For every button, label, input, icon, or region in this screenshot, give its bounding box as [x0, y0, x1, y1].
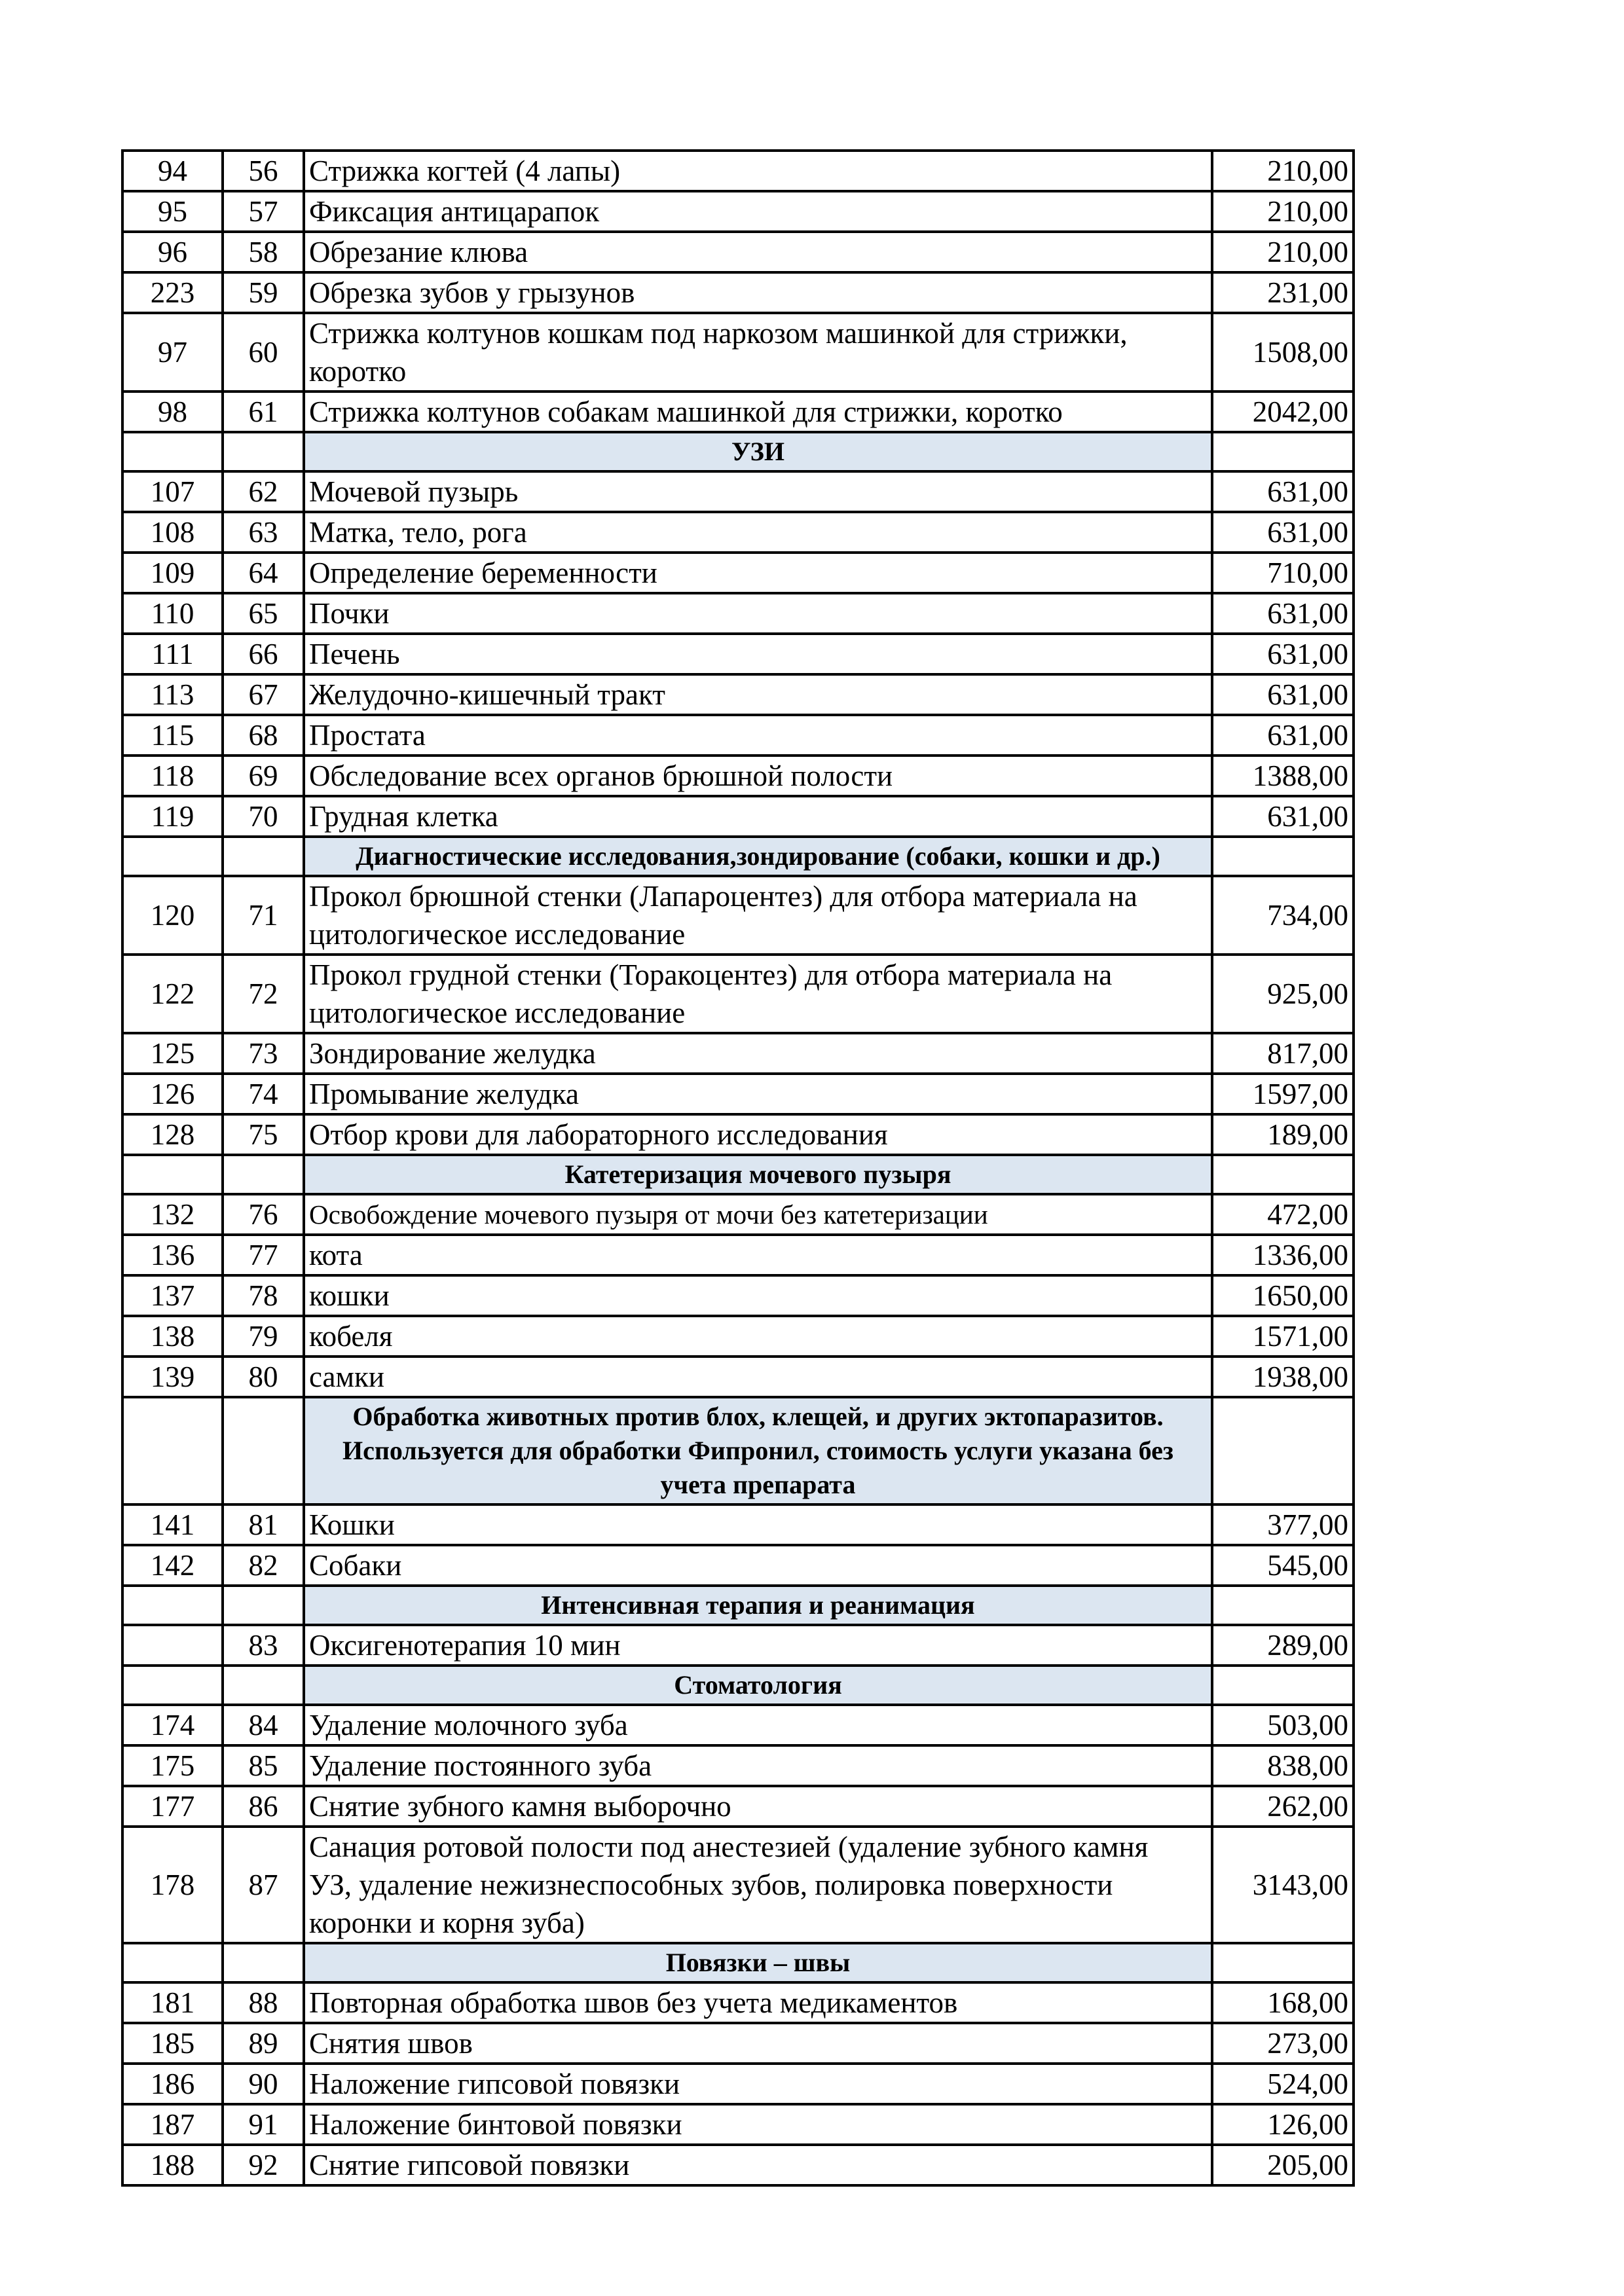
service-code: 97: [122, 313, 223, 392]
empty-cell: [223, 1397, 304, 1504]
empty-cell: [122, 1666, 223, 1705]
service-price: 210,00: [1212, 151, 1354, 191]
table-row: [122, 1745, 1354, 1786]
table-row: [122, 674, 1354, 715]
service-code: 128: [122, 1114, 223, 1155]
service-price: 2042,00: [1212, 392, 1354, 432]
service-name: Желудочно-кишечный тракт: [304, 674, 1212, 715]
service-price: 925,00: [1212, 955, 1354, 1033]
service-name: Освобождение мочевого пузыря от мочи без катетеризации: [304, 1194, 1212, 1235]
table-row: [122, 392, 1354, 432]
row-number: 73: [223, 1033, 304, 1074]
service-code: 174: [122, 1705, 223, 1745]
section-header-row: [122, 432, 1354, 471]
service-name: Зондирование желудка: [304, 1033, 1212, 1074]
service-name: Наложение бинтовой повязки: [304, 2104, 1212, 2145]
service-code: 126: [122, 1074, 223, 1114]
empty-cell: [122, 837, 223, 876]
service-price: 1571,00: [1212, 1316, 1354, 1357]
service-price: 545,00: [1212, 1545, 1354, 1586]
row-number: 66: [223, 634, 304, 674]
table-row: [122, 1074, 1354, 1114]
table-row: [122, 1545, 1354, 1586]
table-row: [122, 1827, 1354, 1943]
table-row: [122, 1033, 1354, 1074]
service-price: 189,00: [1212, 1114, 1354, 1155]
service-code: 98: [122, 392, 223, 432]
service-name: Обрезание клюва: [304, 232, 1212, 272]
service-name: Санация ротовой полости под анестезией (удаление зубного камня УЗ, удаление нежизнеспособных зубов, полировка поверхности коронки и корня зуба): [304, 1827, 1212, 1943]
service-name: Обследование всех органов брюшной полости: [304, 756, 1212, 796]
price-list-body: [122, 151, 1354, 2185]
row-number: 81: [223, 1504, 304, 1545]
service-price: 838,00: [1212, 1745, 1354, 1786]
section-header-row: [122, 1943, 1354, 1982]
service-name: кота: [304, 1235, 1212, 1275]
row-number: 68: [223, 715, 304, 756]
section-header-row: [122, 1155, 1354, 1194]
service-name: Отбор крови для лабораторного исследования: [304, 1114, 1212, 1155]
service-code: 175: [122, 1745, 223, 1786]
table-row: [122, 1235, 1354, 1275]
section-title: Стоматология: [304, 1666, 1212, 1705]
service-code: 111: [122, 634, 223, 674]
service-code: 96: [122, 232, 223, 272]
row-number: 75: [223, 1114, 304, 1155]
service-code: 178: [122, 1827, 223, 1943]
service-name: Снятия швов: [304, 2023, 1212, 2064]
service-name: Повторная обработка швов без учета медикаментов: [304, 1982, 1212, 2023]
table-row: [122, 796, 1354, 837]
service-price: 631,00: [1212, 471, 1354, 512]
row-number: 86: [223, 1786, 304, 1827]
service-name: Стрижка колтунов собакам машинкой для стрижки, коротко: [304, 392, 1212, 432]
service-code: 181: [122, 1982, 223, 2023]
service-price: 631,00: [1212, 796, 1354, 837]
section-title: УЗИ: [304, 432, 1212, 471]
service-code: 113: [122, 674, 223, 715]
table-row: [122, 634, 1354, 674]
row-number: 76: [223, 1194, 304, 1235]
table-row: [122, 955, 1354, 1033]
section-header-row: [122, 1397, 1354, 1504]
row-number: 69: [223, 756, 304, 796]
row-number: 59: [223, 272, 304, 313]
empty-cell: [122, 1155, 223, 1194]
service-code: [122, 1625, 223, 1666]
empty-cell: [223, 1943, 304, 1982]
service-name: Почки: [304, 593, 1212, 634]
service-code: 188: [122, 2145, 223, 2185]
service-code: 108: [122, 512, 223, 553]
table-row: [122, 272, 1354, 313]
row-number: 58: [223, 232, 304, 272]
service-price: 1650,00: [1212, 1275, 1354, 1316]
table-row: [122, 232, 1354, 272]
table-row: [122, 1275, 1354, 1316]
service-name: Обрезка зубов у грызунов: [304, 272, 1212, 313]
table-row: [122, 1786, 1354, 1827]
service-code: 187: [122, 2104, 223, 2145]
service-name: Прокол грудной стенки (Торакоцентез) для отбора материала на цитологическое исследование: [304, 955, 1212, 1033]
row-number: 87: [223, 1827, 304, 1943]
empty-cell: [223, 837, 304, 876]
empty-cell: [223, 1586, 304, 1625]
table-row: [122, 1357, 1354, 1397]
service-price: 503,00: [1212, 1705, 1354, 1745]
row-number: 72: [223, 955, 304, 1033]
service-price: 262,00: [1212, 1786, 1354, 1827]
service-name: Оксигенотерапия 10 мин: [304, 1625, 1212, 1666]
service-code: 137: [122, 1275, 223, 1316]
service-price: 1336,00: [1212, 1235, 1354, 1275]
empty-cell: [223, 432, 304, 471]
row-number: 77: [223, 1235, 304, 1275]
table-row: [122, 715, 1354, 756]
row-number: 56: [223, 151, 304, 191]
row-number: 78: [223, 1275, 304, 1316]
row-number: 61: [223, 392, 304, 432]
service-code: 223: [122, 272, 223, 313]
service-name: Промывание желудка: [304, 1074, 1212, 1114]
service-code: 125: [122, 1033, 223, 1074]
row-number: 85: [223, 1745, 304, 1786]
service-name: Печень: [304, 634, 1212, 674]
service-price: 631,00: [1212, 715, 1354, 756]
empty-cell: [122, 432, 223, 471]
price-list-table: [121, 149, 1355, 2187]
service-price: 710,00: [1212, 553, 1354, 593]
service-price: 631,00: [1212, 634, 1354, 674]
service-price: 524,00: [1212, 2064, 1354, 2104]
service-name: кобеля: [304, 1316, 1212, 1357]
table-row: [122, 151, 1354, 191]
service-price: 631,00: [1212, 593, 1354, 634]
empty-cell: [1212, 837, 1354, 876]
service-name: самки: [304, 1357, 1212, 1397]
service-name: Снятие зубного камня выборочно: [304, 1786, 1212, 1827]
service-name: Собаки: [304, 1545, 1212, 1586]
table-row: [122, 1114, 1354, 1155]
service-code: 186: [122, 2064, 223, 2104]
service-code: 119: [122, 796, 223, 837]
service-price: 3143,00: [1212, 1827, 1354, 1943]
service-price: 1508,00: [1212, 313, 1354, 392]
section-title: Катетеризация мочевого пузыря: [304, 1155, 1212, 1194]
service-name: Удаление молочного зуба: [304, 1705, 1212, 1745]
service-price: 377,00: [1212, 1504, 1354, 1545]
service-price: 631,00: [1212, 674, 1354, 715]
service-code: 95: [122, 191, 223, 232]
table-row: [122, 2064, 1354, 2104]
row-number: 79: [223, 1316, 304, 1357]
service-name: кошки: [304, 1275, 1212, 1316]
service-code: 94: [122, 151, 223, 191]
row-number: 89: [223, 2023, 304, 2064]
section-header-row: [122, 1586, 1354, 1625]
empty-cell: [1212, 1155, 1354, 1194]
row-number: 63: [223, 512, 304, 553]
table-row: [122, 313, 1354, 392]
service-price: 168,00: [1212, 1982, 1354, 2023]
table-row: [122, 2023, 1354, 2064]
row-number: 71: [223, 876, 304, 955]
empty-cell: [1212, 1943, 1354, 1982]
table-row: [122, 471, 1354, 512]
service-name: Прокол брюшной стенки (Лапароцентез) для отбора материала на цитологическое исследование: [304, 876, 1212, 955]
row-number: 67: [223, 674, 304, 715]
service-price: 289,00: [1212, 1625, 1354, 1666]
service-code: 141: [122, 1504, 223, 1545]
service-price: 472,00: [1212, 1194, 1354, 1235]
service-price: 126,00: [1212, 2104, 1354, 2145]
section-header-row: [122, 1666, 1354, 1705]
service-code: 115: [122, 715, 223, 756]
empty-cell: [1212, 432, 1354, 471]
empty-cell: [122, 1586, 223, 1625]
row-number: 91: [223, 2104, 304, 2145]
service-code: 109: [122, 553, 223, 593]
service-name: Мочевой пузырь: [304, 471, 1212, 512]
row-number: 84: [223, 1705, 304, 1745]
service-name: Удаление постоянного зуба: [304, 1745, 1212, 1786]
table-row: [122, 2104, 1354, 2145]
service-code: 120: [122, 876, 223, 955]
section-header-row: [122, 837, 1354, 876]
row-number: 57: [223, 191, 304, 232]
empty-cell: [122, 1397, 223, 1504]
service-code: 185: [122, 2023, 223, 2064]
row-number: 62: [223, 471, 304, 512]
section-title: Интенсивная терапия и реанимация: [304, 1586, 1212, 1625]
section-title: Обработка животных против блох, клещей, и других эктопаразитов. Используется для обработки Фипронил, стоимость услуги указана без учета препарата: [304, 1397, 1212, 1504]
table-row: [122, 876, 1354, 955]
service-price: 1938,00: [1212, 1357, 1354, 1397]
row-number: 80: [223, 1357, 304, 1397]
empty-cell: [223, 1666, 304, 1705]
row-number: 90: [223, 2064, 304, 2104]
section-title: Повязки – швы: [304, 1943, 1212, 1982]
service-code: 138: [122, 1316, 223, 1357]
service-price: 205,00: [1212, 2145, 1354, 2185]
service-name: Наложение гипсовой повязки: [304, 2064, 1212, 2104]
row-number: 88: [223, 1982, 304, 2023]
table-row: [122, 2145, 1354, 2185]
table-row: [122, 1705, 1354, 1745]
service-name: Грудная клетка: [304, 796, 1212, 837]
table-row: [122, 1504, 1354, 1545]
service-name: Матка, тело, рога: [304, 512, 1212, 553]
service-code: 122: [122, 955, 223, 1033]
row-number: 65: [223, 593, 304, 634]
table-row: [122, 1625, 1354, 1666]
row-number: 70: [223, 796, 304, 837]
service-name: Определение беременности: [304, 553, 1212, 593]
service-name: Стрижка колтунов кошкам под наркозом машинкой для стрижки, коротко: [304, 313, 1212, 392]
service-code: 177: [122, 1786, 223, 1827]
table-row: [122, 756, 1354, 796]
empty-cell: [1212, 1666, 1354, 1705]
table-row: [122, 1316, 1354, 1357]
service-price: 631,00: [1212, 512, 1354, 553]
service-price: 273,00: [1212, 2023, 1354, 2064]
empty-cell: [223, 1155, 304, 1194]
empty-cell: [122, 1943, 223, 1982]
service-code: 107: [122, 471, 223, 512]
row-number: 92: [223, 2145, 304, 2185]
table-row: [122, 553, 1354, 593]
service-code: 136: [122, 1235, 223, 1275]
service-price: 231,00: [1212, 272, 1354, 313]
row-number: 82: [223, 1545, 304, 1586]
service-code: 139: [122, 1357, 223, 1397]
table-row: [122, 1982, 1354, 2023]
service-code: 118: [122, 756, 223, 796]
row-number: 83: [223, 1625, 304, 1666]
service-price: 210,00: [1212, 191, 1354, 232]
row-number: 74: [223, 1074, 304, 1114]
table-row: [122, 191, 1354, 232]
service-price: 210,00: [1212, 232, 1354, 272]
table-row: [122, 593, 1354, 634]
row-number: 60: [223, 313, 304, 392]
service-code: 110: [122, 593, 223, 634]
service-name: Снятие гипсовой повязки: [304, 2145, 1212, 2185]
service-name: Кошки: [304, 1504, 1212, 1545]
service-name: Простата: [304, 715, 1212, 756]
service-price: 1597,00: [1212, 1074, 1354, 1114]
service-code: 132: [122, 1194, 223, 1235]
empty-cell: [1212, 1397, 1354, 1504]
service-name: Фиксация антицарапок: [304, 191, 1212, 232]
section-title: Диагностические исследования,зондирование (собаки, кошки и др.): [304, 837, 1212, 876]
empty-cell: [1212, 1586, 1354, 1625]
service-name: Стрижка когтей (4 лапы): [304, 151, 1212, 191]
service-code: 142: [122, 1545, 223, 1586]
service-price: 1388,00: [1212, 756, 1354, 796]
service-price: 817,00: [1212, 1033, 1354, 1074]
row-number: 64: [223, 553, 304, 593]
table-row: [122, 512, 1354, 553]
service-price: 734,00: [1212, 876, 1354, 955]
table-row: [122, 1194, 1354, 1235]
